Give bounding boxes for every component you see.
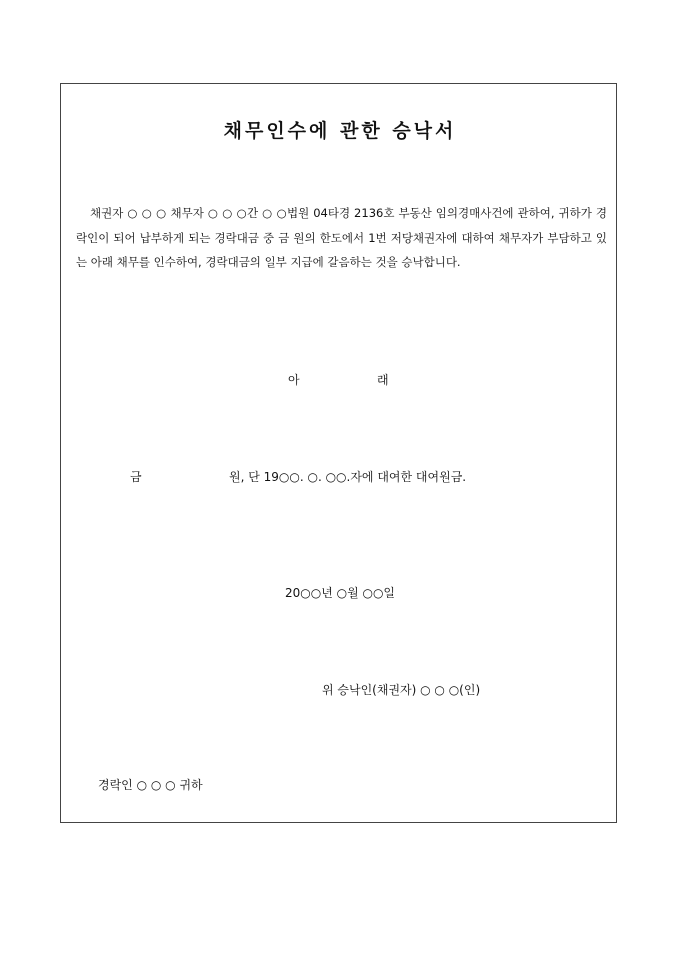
document-date: 20○○년 ○월 ○○일 bbox=[284, 586, 396, 600]
heading-below-right: 래 bbox=[377, 373, 389, 387]
body-paragraph bbox=[76, 201, 607, 275]
acceptor-signature: 위 승낙인(채권자) ○ ○ ○(인) bbox=[322, 683, 481, 697]
document-border bbox=[60, 83, 617, 823]
amount-text: 원, 단 19○○. ○. ○○.자에 대여한 대여원금. bbox=[229, 470, 467, 484]
body-text: 채권자 ○ ○ ○ 채무자 ○ ○ ○간 ○ ○법원 04타경 2136호 부동산 임의경매사건에 관하여, 귀하가 경락인이 되어 납부하게 되는 경락대금 중 금 원의 한도에서 1번 저당채권자에 대하여 채무자가 부담하고 있는 아래 채무를 인수하여, 경락대금의 일부 지급에 갈음하는 것을 승낙합니다. bbox=[76, 206, 607, 269]
heading-below-left: 아 bbox=[288, 373, 300, 387]
document-title: 채무인수에 관한 승낙서 bbox=[223, 120, 457, 142]
amount-label: 금 bbox=[130, 470, 142, 484]
recipient-line: 경락인 ○ ○ ○ 귀하 bbox=[98, 778, 203, 792]
